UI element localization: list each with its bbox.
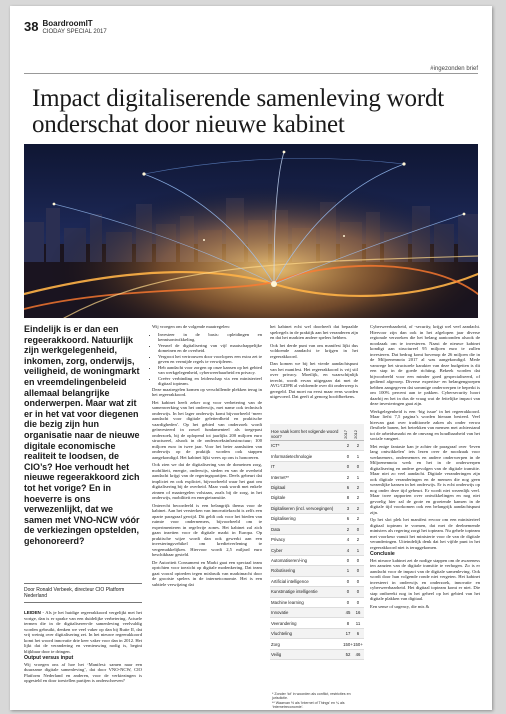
table-cell-word: Veerandering: [271, 620, 297, 626]
table-cell-2012: 0: [356, 568, 360, 574]
table-row: [270, 587, 364, 597]
table-cell-2017: 45: [345, 610, 351, 616]
header-divider: [24, 73, 478, 74]
table-row: [270, 566, 364, 576]
column-2-paragraph: Het kabinet heeft zeker oog voor verbetering van de samenwerking van het onderwijs, met name ook technisch onderwijs. In het lager onderwijs komt bijvoorbeeld ‘meer aandacht voor digitale geletterdheid en praktische vaardigheden’. Op het gebied van onderzoek wordt geïnvesteerd in zowel fundamenteel als toegepast onderzoek, bij de oplopend tot jaarlijks 200 miljoen euro structureel, alsook in de onderzoeksinfrastructuur; 100 miljoen euro in twee jaar. Voor het beter aansluiten van onderwijs op de praktijk worden ook stappen aangekondigd. Het kabinet lijkt vrees op ons is honoreren.: [152, 399, 262, 460]
table-cell-2012: 11: [355, 620, 361, 626]
column-2-paragraph: De Autoriteit Consument en Markt gaat een speciaal team oprichten voor toezicht op digitale modenkering. Dat team gaat vooral optreden tegen misbruik van marktmacht door de grootste spelers in de internetconomie. Het is een subtiele verwijzing dat: [152, 559, 262, 587]
column-2-paragraph: Deze maatregelen komen op verschillende plekken terug in het regeerakkoord.: [152, 386, 262, 397]
table-cell-2017: 0: [346, 558, 350, 564]
table-cell-2017: 8: [346, 620, 350, 626]
column-3-paragraph: Dan komen we bij het vierde aandachtspunt van het manifest. Het regeerakkoord is vrij stil over privacy. Moeilijk, en waarschijnlijk terecht, wordt ervan uitgegaan dat met de AVG/GDPR al voldoende over dit onderwerp is geregeld. Dat moet nu eerst maar eens worden uitgevoerd. Dat geeft al genoeg hoofdbrekens.: [270, 361, 358, 399]
column-1-paragraph-2: Wij vroegen ons af hoe het ‘Manifest: samen naar een duurzame digitale samenleving’, dat door VNO-NCW, CIO Platform Nederland en anderen, voor de verkiezingen is opgesteld en door toestellen partijen is onderschreven?: [24, 661, 142, 683]
table-cell-2017: 6: [346, 484, 350, 490]
table-footnotes: [272, 692, 362, 710]
column-4-paragraph: Cyberweerbaarheid, of -security, krijgt wel veel aandacht. Hiervoor zijn dan ook in het afgelopen jaar diverse regionale verzoeken die het belang aantoonden alsook de noodzaak om te investeren. Naast de nieuwe kabinet kondigt aan structureel 95 miljoen euro te zullen investeren. Dat bedrag komt bovenop de 26 miljoen die in de Miljoenennota 2017 al was aangekondigd. Mede vanwege het structurele karakter van deze budgetten is dit een stap in de goede richting. Bekeek worden dat bijvoorbeeld voor een minder goed gespecialiseerd, of gediend afgeroep. Diverse expertise- en belangengroepen hebben aangegeven dat sommige onderwerpen te beperkt is om 100% percent aan te pakken. Cybersecurity hoort daarbij en het in dus de vraag wat de feitelijke impact van deze investeringen gaat zijn.: [370, 324, 480, 406]
table-cell-word: Digitaliseren (incl. vervoegingen): [271, 505, 334, 511]
table-cell-2017: 3: [346, 505, 350, 511]
table-cell-word: Veilig: [271, 651, 282, 657]
table-cell-word: Zorg: [271, 641, 280, 647]
table-row: [270, 598, 364, 608]
table-row: [270, 577, 364, 587]
table-cell-word: Automatiseren/-ing: [271, 558, 308, 564]
table-cell-2017: 2: [346, 443, 350, 449]
table-row: [270, 514, 364, 524]
table-cell-word: Vluchteling: [271, 631, 293, 637]
table-row: [270, 556, 364, 566]
table-cell-word: Digitaal: [271, 484, 286, 490]
table-cell-2012: 0: [356, 558, 360, 564]
footnote: * Zonder ‘ict’ in woorden als conflict, restricties en jurisdictie.: [272, 692, 351, 701]
table-header: [270, 424, 364, 441]
table-cell-2012: 1: [356, 453, 360, 459]
table-cell-word: Machine learning: [271, 599, 304, 605]
column-3-paragraph: Ook het derde punt van ons manifest lijkt dus voldoende aandacht te krijgen in het regeerakkoord.: [270, 342, 358, 359]
table-cell-2012: 16: [355, 610, 361, 616]
table-cell-word: Artificial intelligence: [271, 578, 309, 584]
table-cell-word: ICT*: [271, 443, 280, 449]
table-row: [270, 472, 364, 482]
table-cell-word: Digitale: [271, 495, 286, 501]
table-year-header: 2012: [353, 430, 358, 439]
table-cell-2012: 150+: [353, 641, 363, 647]
column-2-paragraph: Ook zien we dat de digitalisering van de domeinen zorg, mobiliteit, energie, onderwijs, steden en van de overheid aandacht krijgt van de regeringspartijen. Deels gebeurt dat impliciet en ook expliciet, bijvoorbeeld waar het gaat om digitalisering bij de overheid. Maar vaak wordt met enkele zinnen of maatregelen volstaan, zoals bij de zorg, in het onderwijs, mobiliteit en energietransitie.: [152, 462, 262, 500]
measures-list: [152, 332, 262, 387]
table-cell-2017: 2: [346, 526, 350, 532]
column-4-paragraph: Met enige fantasie kan je achter de paragraaf over ‘leven lang ontwikkelen’ iets lezen over de noodzaak voor werknemers, ondernemers en andere onderwerpen in de Miljoenennota werk en het in de onderwerpen digitalisering en andere gevolgen van de digitale transitie. Maar niet zo veel aandacht. Digitale veranderingen zijn ook digitale veranderingen en de mensen die nog geen wezenlijke kansen in het onderwijs. Er is echt onderwijs op nog onder deze tijd gebeurt. Er wordt niet wezenlijk veel. Maar twee rapporten over ontwikkelingen en nog niet gevoelig hier zal de grote en groeiende kansen in de digitale tijd voorkomen ook een belangrijk aandachtspunt zijn.: [370, 443, 480, 515]
table-row: [270, 441, 364, 451]
table-cell-2012: 2: [356, 484, 360, 490]
table-cell-2012: 0: [356, 599, 360, 605]
table-cell-2017: 1: [346, 568, 350, 574]
magazine-masthead: [42, 20, 106, 36]
column-4-paragraph: Op het slot plek het manifest ervoor om een ministerieel digitaal topteam te vormen, dat met de deelnemende ministers als regering zorgt het topteam. Nu gehele topteam met voorkeur vanuit het ministerie voor de van de digitale veranderingen. Uiteindelijk denk dat het vijfde punt in het regeerakkoord niet is teruggekomen.: [370, 517, 480, 550]
table-cell-2012: 1: [356, 474, 360, 480]
table-cell-2012: 2: [356, 443, 360, 449]
table-body: [270, 441, 364, 660]
subheading-output: Output versus input: [24, 655, 74, 661]
table-cell-2017: 2: [346, 474, 350, 480]
table-cell-2012: 0: [356, 464, 360, 470]
table-cell-2017: 4: [346, 547, 350, 553]
column-4-paragraph: Het nieuwe kabinet zet de nodige stappen om de awareness ten aanzien van de digitale transitie te verhogen. Zo is er aandacht voor de impact van de digitale samenleving. Ook wordt door hun volgende ronde niet vergeten. Het kabinet investeert in onderwijs en onderzoek, innovatie en cyberweerbaarheid. Het digitaal topteam komt er niet. Die stap ontbreekt nog in het geheel op het gebied van het digitale plakken van digitaal.: [370, 557, 480, 601]
dateline: LEIDEN: [24, 610, 41, 615]
table-cell-word: Internet**: [271, 474, 289, 480]
table-cell-word: Digitalisering: [271, 516, 296, 522]
table-row: [270, 462, 364, 472]
table-row: [270, 535, 364, 545]
column-2: [152, 324, 262, 589]
table-cell-2017: 17: [345, 631, 351, 637]
subheading-conclusie: Conclusie: [370, 551, 395, 557]
table-cell-2012: 46: [355, 651, 361, 657]
table-cell-2017: 52: [345, 651, 351, 657]
table-row: [270, 451, 364, 461]
table-cell-2017: 0: [346, 453, 350, 459]
table-cell-word: IT: [271, 464, 275, 470]
magazine-page: [10, 6, 492, 710]
column-4-paragraph: Werkgelegenheid is een ‘big issue’ in het regeerakkoord. Maar liefst 7,5 pagina’s worden hieraan besteed. Veel hiervan gaat over traditionele zaken als onder verwa flexibele banen, het betrekken van mensen met achterstand tot de arbeidsmarkt en de omvang en houdbaarheid van het sociale vangnet.: [370, 408, 480, 441]
column-1: [24, 610, 142, 686]
table-year-header: 2017: [343, 430, 348, 439]
measures-list-item: • Vergroot het vertrouwen door voorlopers een extra zet te geven en vermijde regels te verwijderen.: [158, 354, 262, 365]
table-row: [270, 650, 364, 660]
table-cell-2012: 2: [356, 516, 360, 522]
table-row: [270, 639, 364, 649]
magazine-name: BoardroomIT: [42, 19, 93, 28]
table-cell-word: Cyber: [271, 547, 283, 553]
column-2-intro: Wij vroegen om de volgende maatregelen:: [152, 324, 231, 329]
table-cell-word: Privacy: [271, 537, 286, 543]
column-3: [270, 324, 358, 402]
table-cell-2017: 0: [346, 599, 350, 605]
city-network-image: [24, 144, 478, 318]
measures-list-item: • Versnel de digitalisering van vijf maatschappelijke domeinen en de overheid.: [158, 343, 262, 354]
measures-list-item: • Creëer verbinding en leiderschap via een ministerieel digitaal topteam.: [158, 376, 262, 387]
word-frequency-table: [270, 424, 364, 660]
table-row: [270, 545, 364, 555]
table-row: [270, 493, 364, 503]
edition-label: CIODAY SPECIAL 2017: [42, 29, 107, 35]
measures-list-item: • Heb aandacht voor zorgen op onze kansen op het gebied van werkgelegenheid, cyberweerbaarheid en privacy.: [158, 365, 262, 376]
table-cell-2017: 0: [346, 578, 350, 584]
column-2-paragraph: Onterecht beoordeeld is een belangrijk thema voor de kabinet. Aan het versterken van innovatiekracht is zelfs een aparte paragraaf gewijd. Dit geldt ook voor het bieden van ruimte voor ondernemers, bijvoorbeeld om te experimenteren in regelvrije zones. Het kabinet zal zich gaan inzetten voor de digitale markt in Europa. Op praktische wijze wordt dan ook gewerkt aan een investeringsvehikel om kredietverlening te vergemakkelijken. Hiervoor wordt 2,5 miljard euro beschikbaar gesteld.: [152, 502, 262, 557]
author-byline: Door Ronald Verbeek, directeur CIO Platform Nederland: [24, 583, 142, 603]
table-row: [270, 608, 364, 618]
table-cell-2017: 6: [346, 516, 350, 522]
measures-list-item: • Investeer in de basis: opleidingen en kennisontwikkeling.: [158, 332, 262, 343]
table-cell-word: Informatietechnologie: [271, 453, 313, 459]
table-cell-2017: 0: [346, 464, 350, 470]
page-header: [24, 20, 107, 36]
city-network-photo: [24, 144, 478, 318]
table-cell-2012: 2: [356, 537, 360, 543]
table-cell-word: Robotisering: [271, 568, 296, 574]
table-cell-2012: 0: [356, 589, 360, 595]
column-1-text: - Als je het huidige regeerakkoord vergelijkt met het vorige, dan is er sprake van een duidelijke verbetering. Actuele termen die in de digitaliseren-de samenleving veelvuldig worden gebruikt, denken we veel vaker op dan bij Rutte II, dat vrij weinig over digitalisering zei. In het nieuwe regeerakkoord komt het woord innovatie drie keer vaker voor dan in 2012. Het lijkt dat de verandering en vernieuwing nodig is, begint blijkbaar door te dringen.: [24, 610, 142, 654]
column-4-paragraph: Een sense of urgency, die mis &: [370, 603, 430, 609]
article-intro: Eindelijk is er dan een regeerakkoord. Natuurlijk zijn werkgelegenheid, inkomen, zorg, onderwijs, veiligheid, de woningmarkt en vreemdelingenbeleid allemaal belangrijke onderwerpen. Maar wat zit er in het vat voor diegenen die bezig zijn hun organisatie naar de nieuwe digitale economische realiteit te loodsen, de CIO’s? Hoe verhoudt het nieuwe regeerakkoord zich tot het vorige? En in hoeverre is ons verwezenlijkt, dat we samen met VNO-NCW vóór de verkiezingen opstelden, gehonoreerd?: [24, 324, 140, 546]
table-cell-word: Innovatie: [271, 610, 289, 616]
table-row: [270, 483, 364, 493]
table-cell-2017: 4: [346, 537, 350, 543]
footnote: ** Waarvan ½ als ‘Internet of Things’ en ¼ als ‘internetreconomie’.: [272, 700, 345, 710]
table-header-label: Hoe vaak komt het volgende woord voor?: [271, 429, 339, 439]
table-cell-word: Kunstmatige intelligentie: [271, 589, 318, 595]
table-cell-2012: 1: [356, 547, 360, 553]
table-cell-2012: 0: [356, 526, 360, 532]
page-number: 38: [24, 19, 39, 34]
table-cell-word: Data: [271, 526, 281, 532]
column-4: [370, 324, 480, 611]
column-1-paragraph: [24, 610, 142, 654]
table-cell-2012: 6: [356, 631, 360, 637]
table-cell-2017: 0: [346, 589, 350, 595]
table-cell-2012: 0: [356, 578, 360, 584]
table-cell-2012: 2: [356, 505, 360, 511]
table-cell-2012: 2: [356, 495, 360, 501]
table-cell-2017: 8: [346, 495, 350, 501]
table-row: [270, 525, 364, 535]
article-title: Impact digitaliserende samenleving wordt onderschat door nieuwe kabinet: [32, 85, 445, 138]
section-tag: #ingezonden brief: [430, 66, 478, 72]
table-row: [270, 504, 364, 514]
column-3-paragraph: het kabinet echt wel doorheeft dat bepaalde spelregels in de praktijk aan het veranderen zijn en dat het markten andere spelers hebben.: [270, 324, 358, 340]
table-row: [270, 629, 364, 639]
table-row: [270, 618, 364, 628]
table-cell-2017: 150+: [343, 641, 353, 647]
